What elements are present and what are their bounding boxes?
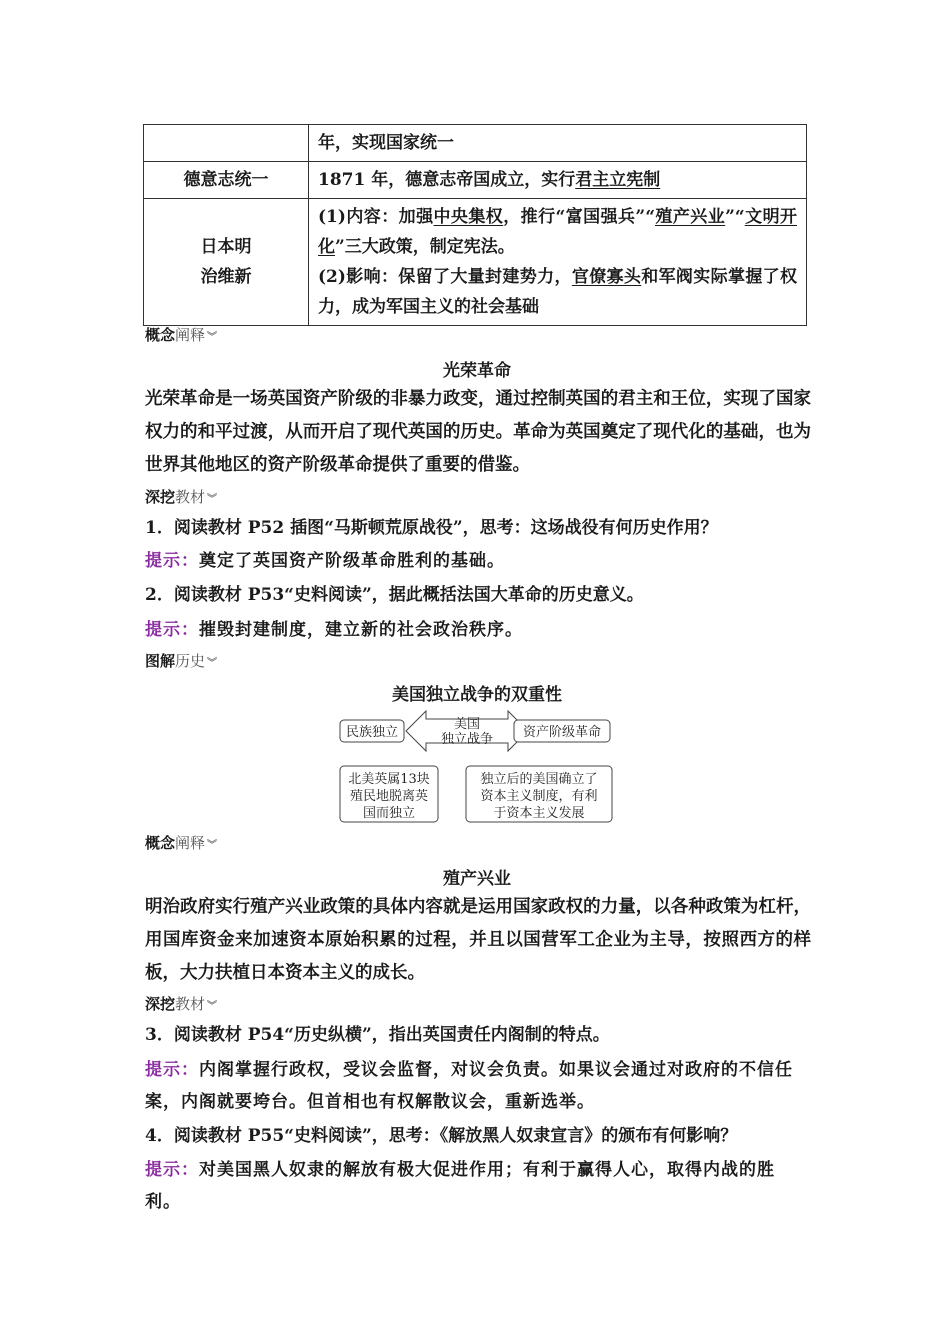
concept-title: 殖产兴业 (443, 869, 511, 889)
double-chevron-down-icon: ︾ (207, 494, 218, 505)
arrow-label: 美国 (453, 717, 481, 732)
hint-text: 摧毁封建制度，建立新的社会政治秩序。 (199, 620, 523, 640)
concept-paragraph: 明治政府实行殖产兴业政策的具体内容就是运用国家政权的力量，以各种政策为杠杆，用国库资金来加速资本原始积累的过程，并且以国营军工企业为主导，按照西方的样板，大力扶植日本资本主义的成长。 (145, 897, 811, 983)
underlined-term: 文明开化 (318, 207, 798, 257)
section-header-light: 历史 (175, 652, 206, 670)
arrow-label: 独立战争 (440, 732, 494, 747)
box-line: 殖民地脱离英 (349, 789, 429, 804)
underlined-term: 中央集权 (433, 207, 504, 227)
box-line: 国而独立 (362, 806, 416, 821)
hint-text: 对美国黑人奴隶的解放有极大促进作用；有利于赢得人心，取得内战的胜利。 (145, 1160, 775, 1212)
box-line: 资本主义制度，有利 (480, 789, 598, 804)
cell-text: 和军阀实际掌握了权力，成为军国主义的社会基础 (318, 267, 798, 317)
table-cell-label (144, 199, 309, 326)
section-header-bold: 概念 (145, 326, 176, 344)
underlined-term: 官僚寡头 (571, 267, 642, 287)
history-table (143, 124, 807, 326)
double-chevron-down-icon: ︾ (207, 1001, 218, 1012)
double-chevron-down-icon: ︾ (207, 658, 218, 669)
diagram-title: 美国独立战争的双重性 (392, 685, 562, 705)
section-header-light: 教材 (175, 488, 206, 506)
table-row (144, 199, 807, 326)
label-line: 日本明 (200, 237, 252, 257)
double-chevron-down-icon: ︾ (207, 332, 218, 343)
cell-text: ，推行“富国强兵”“ (503, 207, 655, 227)
box-label: 民族独立 (345, 725, 399, 740)
table-cell (309, 199, 807, 326)
hint-label: 提示： (145, 551, 199, 571)
cell-text: (2)影响：保留了大量封建势力， (318, 267, 572, 287)
cell-text: ”“ (725, 207, 745, 227)
hint (145, 614, 809, 646)
table-row (144, 162, 807, 199)
hint-label: 提示： (145, 1160, 199, 1180)
cell-text: (1)内容：加强 (318, 207, 434, 227)
box-line: 独立后的美国确立了 (480, 772, 598, 787)
double-chevron-down-icon: ︾ (207, 840, 218, 851)
question: 2．阅读教材 P53“史料阅读”，据此概括法国大革命的历史意义。 (145, 585, 644, 605)
hint (145, 1054, 809, 1118)
section-header-concept (145, 832, 217, 853)
section-header-bold: 图解 (145, 652, 176, 670)
question: 3．阅读教材 P54“历史纵横”，指出英国责任内阁制的特点。 (145, 1025, 610, 1045)
section-header-bold: 深挖 (145, 995, 176, 1013)
section-header-concept (145, 324, 217, 345)
section-header-bold: 概念 (145, 834, 176, 852)
table-cell (309, 162, 807, 199)
underlined-term: 君主立宪制 (575, 170, 661, 190)
cell-paragraph (318, 262, 797, 322)
section-header-diagram (145, 650, 217, 671)
cell-text: 1871 年，德意志帝国成立，实行 (318, 170, 576, 190)
section-header-light: 阐释 (175, 326, 206, 344)
concept-title: 光荣革命 (443, 361, 511, 381)
section-header-light: 阐释 (175, 834, 206, 852)
section-header-dig (145, 993, 217, 1014)
underlined-term: 殖产兴业 (655, 207, 726, 227)
section-header-light: 教材 (175, 995, 206, 1013)
label-line: 治维新 (200, 267, 252, 287)
box-label: 资产阶级革命 (522, 725, 602, 740)
hint-text: 内阁掌握行政权，受议会监督，对议会负责。如果议会通过对政府的不信任案，内阁就要垮台。但首相也有权解散议会，重新选举。 (145, 1060, 793, 1112)
hint (145, 545, 809, 577)
box-line: 北美英属13块 (348, 772, 430, 787)
question: 4．阅读教材 P55“史料阅读”，思考：《解放黑人奴隶宣言》的颁布有何影响？ (145, 1126, 738, 1146)
question: 1．阅读教材 P52 插图“马斯顿荒原战役”，思考：这场战役有何历史作用？ (145, 518, 718, 538)
concept-diagram (338, 706, 614, 826)
diagram-svg (338, 706, 614, 826)
hint (145, 1154, 809, 1218)
cell-text: ”三大政策，制定宪法。 (335, 237, 515, 257)
hint-text: 奠定了英国资产阶级革命胜利的基础。 (199, 551, 505, 571)
section-header-dig (145, 486, 217, 507)
concept-paragraph: 光荣革命是一场英国资产阶级的非暴力政变，通过控制英国的君主和王位，实现了国家权力的和平过渡，从而开启了现代英国的历史。革命为英国奠定了现代化的基础，也为世界其他地区的资产阶级革命提供了重要的借鉴。 (145, 389, 811, 475)
table-row (144, 125, 807, 162)
table-cell-empty (144, 125, 309, 162)
cell-paragraph (318, 202, 797, 262)
table-cell: 年，实现国家统一 (309, 125, 807, 162)
section-header-bold: 深挖 (145, 488, 176, 506)
hint-label: 提示： (145, 620, 199, 640)
hint-label: 提示： (145, 1060, 199, 1080)
box-line: 于资本主义发展 (493, 806, 585, 821)
table-cell-label: 德意志统一 (144, 162, 309, 199)
